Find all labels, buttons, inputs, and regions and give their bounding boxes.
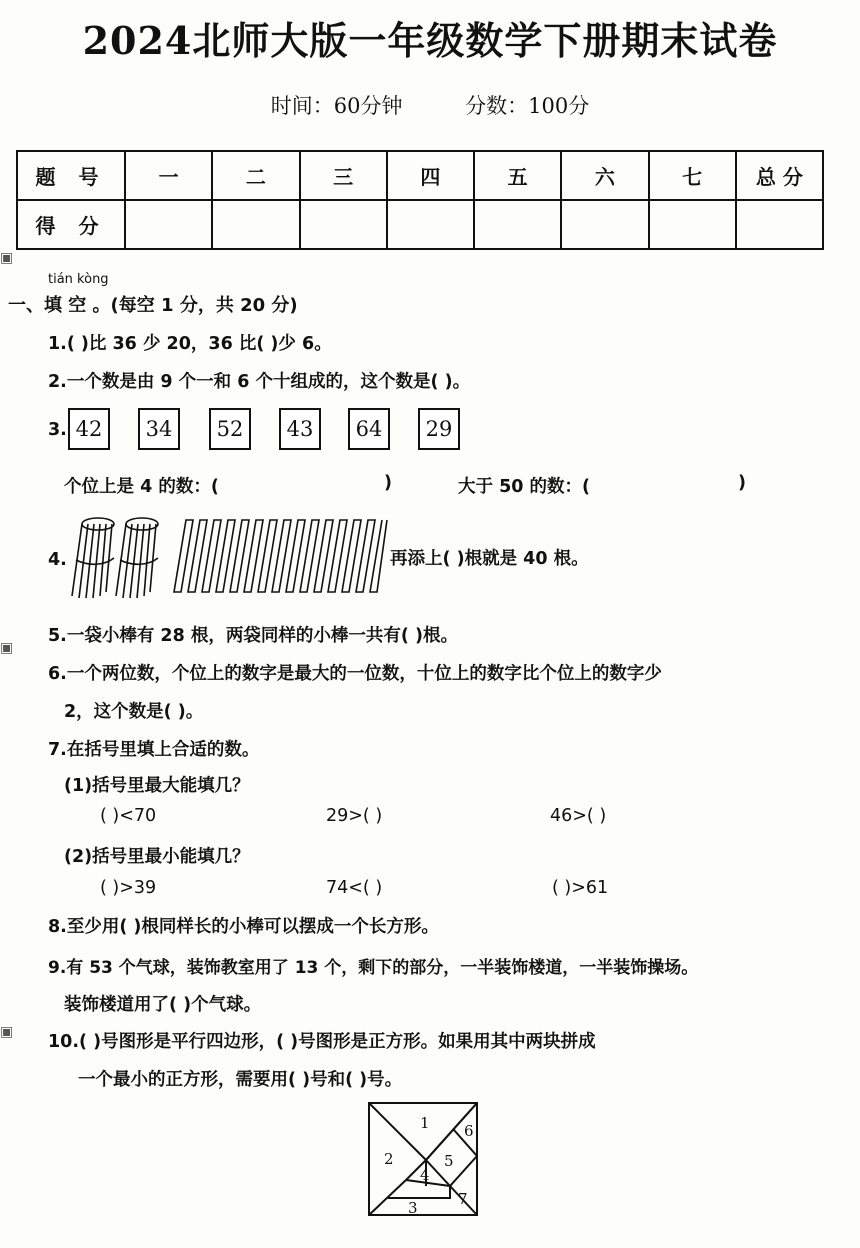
question-1: 1.( )比 36 少 20，36 比( )少 6。 <box>48 334 332 354</box>
stick-bundle <box>72 518 114 598</box>
question-7-2-item: 74<( ) <box>326 878 383 898</box>
tangram-label: 1 <box>420 1114 430 1132</box>
question-8: 8.至少用( )根同样长的小棒可以摆成一个长方形。 <box>48 917 439 937</box>
number-card: 29 <box>418 408 460 450</box>
question-7-2-item: ( )>61 <box>552 878 609 898</box>
question-3b: 大于 50 的数：( <box>458 477 591 497</box>
score-table <box>16 150 824 250</box>
loose-sticks <box>174 520 387 592</box>
question-10-line1: 10.( )号图形是平行四边形，( )号图形是正方形。如果用其中两块拼成 <box>48 1032 596 1052</box>
question-3a-close: ) <box>384 473 392 493</box>
question-7: 7.在括号里填上合适的数。 <box>48 740 260 760</box>
tangram-label: 2 <box>384 1150 394 1168</box>
question-7-1-item: 29>( ) <box>326 806 383 826</box>
tangram-label: 5 <box>444 1152 454 1170</box>
question-4: 再添上( )根就是 40 根。 <box>390 549 589 569</box>
question-5: 5.一袋小棒有 28 根，两袋同样的小棒一共有( )根。 <box>48 626 458 646</box>
number-card: 52 <box>209 408 251 450</box>
header-cell: 七 <box>649 151 736 200</box>
page-title: 2024北师大版一年级数学下册期末试卷 <box>82 18 778 63</box>
score-table-header-row <box>17 151 823 200</box>
question-9-line2: 装饰楼道用了( )个气球。 <box>64 995 262 1015</box>
section-title: 一、填 空 。(每空 1 分，共 20 分) <box>8 295 298 316</box>
question-7-1-item: 46>( ) <box>550 806 607 826</box>
question-7-2: (2)括号里最小能填几？ <box>64 847 250 867</box>
number-card: 64 <box>348 408 390 450</box>
header-cell: 六 <box>561 151 648 200</box>
number-card: 43 <box>279 408 321 450</box>
header-cell: 题 号 <box>17 151 125 200</box>
question-3b-close: ) <box>738 473 746 493</box>
section-pinyin: tián kòng <box>48 272 109 287</box>
score-cell[interactable] <box>387 200 474 249</box>
number-card: 34 <box>138 408 180 450</box>
margin-mark: ▣ <box>0 1024 14 1040</box>
question-2: 2.一个数是由 9 个一和 6 个十组成的，这个数是( )。 <box>48 372 471 392</box>
question-3-prefix: 3. <box>48 420 67 440</box>
header-cell: 一 <box>125 151 212 200</box>
margin-mark: ▣ <box>0 250 14 266</box>
score-cell[interactable] <box>474 200 561 249</box>
tangram-figure <box>366 1100 480 1220</box>
question-7-2-item: ( )>39 <box>100 878 157 898</box>
tangram-label: 4 <box>420 1166 430 1184</box>
header-cell: 四 <box>387 151 474 200</box>
question-7-1: (1)括号里最大能填几？ <box>64 776 250 796</box>
stick-bundle <box>116 518 158 598</box>
score-cell[interactable] <box>736 200 823 249</box>
question-3a: 个位上是 4 的数：( <box>64 477 219 497</box>
header-cell: 总 分 <box>736 151 823 200</box>
score-cell[interactable] <box>649 200 736 249</box>
question-9-line1: 9.有 53 个气球，装饰教室用了 13 个，剩下的部分，一半装饰楼道，一半装饰操场。 <box>48 958 699 978</box>
exam-meta <box>0 90 860 120</box>
score-label: 分数：100分 <box>465 94 590 118</box>
sticks-illustration <box>68 512 388 604</box>
number-card: 42 <box>68 408 110 450</box>
question-4-prefix: 4. <box>48 550 67 570</box>
header-cell: 五 <box>474 151 561 200</box>
question-6-line1: 6.一个两位数，个位上的数字是最大的一位数，十位上的数字比个位上的数字少 <box>48 664 662 684</box>
margin-mark: ▣ <box>0 640 14 656</box>
score-cell[interactable] <box>300 200 387 249</box>
tangram-label: 6 <box>464 1122 474 1140</box>
tangram-label: 7 <box>458 1190 468 1208</box>
header-cell: 三 <box>300 151 387 200</box>
question-6-line2: 2，这个数是( )。 <box>64 702 204 722</box>
row-label-cell: 得 分 <box>17 200 125 249</box>
score-cell[interactable] <box>125 200 212 249</box>
score-table-score-row <box>17 200 823 249</box>
time-label: 时间：60分钟 <box>270 94 403 118</box>
score-cell[interactable] <box>561 200 648 249</box>
tangram-label: 3 <box>408 1199 418 1217</box>
question-10-line2: 一个最小的正方形，需要用( )号和( )号。 <box>78 1070 403 1090</box>
question-7-1-item: ( )<70 <box>100 806 157 826</box>
header-cell: 二 <box>212 151 299 200</box>
score-cell[interactable] <box>212 200 299 249</box>
